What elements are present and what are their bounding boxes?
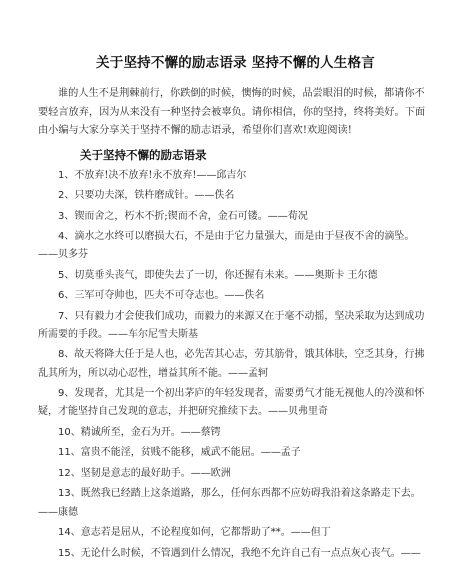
quote-text: 发现者，尤其是一个初出茅庐的年轻发现者，需要勇气才能无视他人的冷漠和怀疑，才能坚持自己发现的意志，并把研究推续下去。——贝弗里奇 — [38, 388, 425, 418]
quote-text: 只有毅力才会使我们成功，而毅力的来源又在于毫不动摇，坚决采取为达到成功所需要的手段。——车尔尼雪夫斯基 — [38, 310, 425, 340]
quote-text: 既然我已经踏上这条道路，那么，任何东西都不应妨碍我沿着这条路走下去。——康德 — [38, 488, 421, 518]
quote-number: 2、 — [58, 190, 75, 201]
quote-text: 富贵不能淫，贫贱不能移，威武不能屈。——孟子 — [80, 447, 301, 459]
quote-item — [38, 485, 433, 521]
intro-paragraph: 谁的人生不是荆棘前行，你跌倒的时候，懊悔的时候，品尝眼泪的时候，都请你不要轻言放弃，因为从来没有一种坚持会被辜负。请你相信，你的坚持，终将美好。下面由小编与大家分享关于坚持不懈的励志语录，希望你们喜欢!欢迎阅读! — [38, 88, 426, 136]
quote-number: 6、 — [58, 290, 75, 302]
quote-number: 13、 — [58, 488, 81, 500]
quote-number: 11、 — [58, 447, 81, 459]
quote-text: 三军可夺帅也，匹夫不可夺志也。——佚名 — [74, 290, 265, 302]
quote-item — [38, 187, 433, 205]
quote-number: 10、 — [58, 426, 81, 438]
quote-text: 坚韧是意志的最好助手。——欧洲 — [80, 467, 231, 479]
quote-item — [38, 308, 433, 344]
quote-item — [38, 545, 433, 563]
quote-number: 15、 — [58, 547, 81, 559]
quote-item — [38, 346, 433, 382]
quote-text: 意志若是屈从，不论程度如何，它都帮助了**。——但丁 — [80, 527, 331, 539]
quote-item — [38, 385, 433, 421]
quote-item — [38, 424, 433, 442]
quote-number: 8、 — [58, 349, 75, 361]
quote-item — [38, 524, 433, 542]
quote-number: 7、 — [58, 310, 75, 322]
quote-list — [38, 167, 433, 563]
quote-item — [38, 287, 433, 305]
quote-text: 切莫垂头丧气，即使失去了一切，你还握有未来。——奥斯卡 王尔德 — [74, 269, 378, 281]
quote-number: 9、 — [58, 388, 75, 400]
quote-number: 14、 — [58, 527, 81, 539]
quote-number: 3、 — [58, 210, 75, 222]
quote-item — [38, 228, 433, 264]
quote-text: 锲而舍之，朽木不折;锲而不舍，金石可镂。——荀况 — [74, 210, 308, 222]
quote-number: 12、 — [58, 467, 81, 479]
quote-item — [38, 465, 433, 483]
quote-number: 1、 — [58, 169, 75, 181]
quote-text: 故天将降大任于是人也，必先苦其心志，劳其筋骨，饿其体肤，空乏其身，行拂乱其所为，所以动心忍性，增益其所不能。——孟轲 — [38, 349, 425, 379]
quote-text: 无论什么时候，不管遇到什么情况，我绝不允许自己有一点点灰心丧气。—— — [80, 547, 421, 559]
quote-item — [38, 167, 433, 185]
document-title: 关于坚持不懈的励志语录 坚持不懈的人生格言 — [96, 55, 375, 71]
quote-text: 不放弃!决不放弃!永不放弃!——邱吉尔 — [74, 169, 247, 181]
quote-item — [38, 267, 433, 285]
quote-number: 5、 — [58, 269, 75, 281]
quote-text: 只要功夫深，铁杵磨成针。——佚名 — [74, 190, 235, 201]
section-heading: 关于坚持不懈的励志语录 — [80, 147, 207, 162]
quote-text: 精诚所至，金石为开。——蔡锷 — [80, 426, 221, 438]
quote-item — [38, 208, 433, 226]
quote-number: 4、 — [58, 231, 75, 242]
quote-text: 滴水之水终可以磨损大石，不是由于它力量强大，而是由于昼夜不舍的滴坠。——贝多芬 — [38, 231, 415, 261]
quote-item — [38, 444, 433, 462]
